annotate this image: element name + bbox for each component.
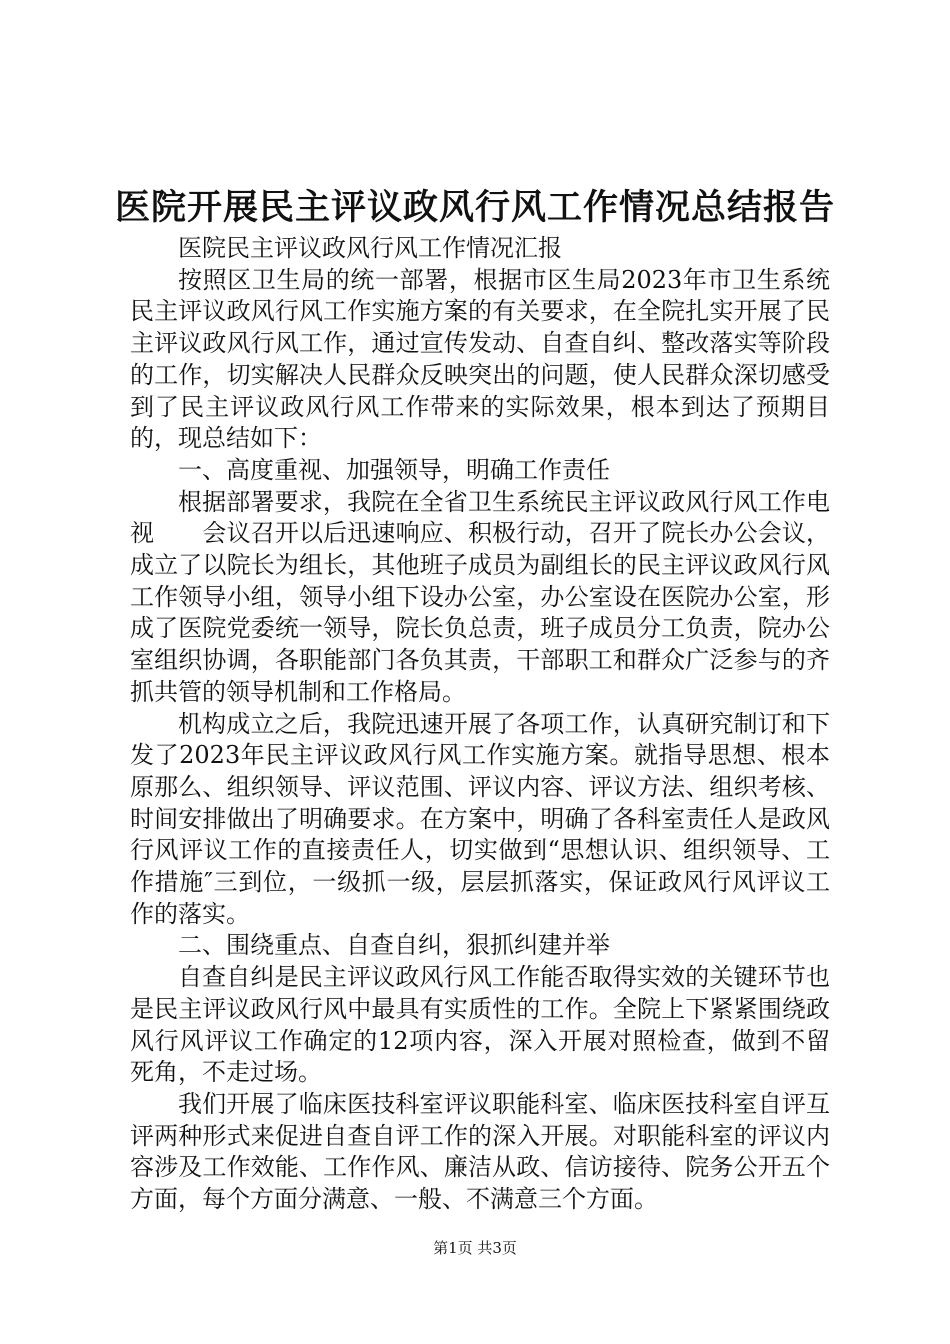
body-paragraph: 机构成立之后，我院迅速开展了各项工作，认真研究制订和下发了2023年民主评议政风行风工作实施方案。就指导思想、根本原那么、组织领导、评议范围、评议内容、评议方法、组织考核、时间安排做出了明确要求。在方案中，明确了各科室责任人是政风行风评议工作的直接责任人，切实做到“思想认识、组织领导、工作措施″三到位，一级抓一级，层层抓落实，保证政风行风评议工作的落实。 — [130, 709, 830, 928]
body-paragraph: 按照区卫生局的统一部署，根据市区生局2023年市卫生系统民主评议政风行风工作实施方案的有关要求，在全院扎实开展了民主评议政风行风工作，通过宣传发动、自查自纠、整改落实等阶段的工作，切实解决人民群众反映突出的问题，使人民群众深切感受到了民主评议政风行风工作带来的实际效果，根本到达了预期目的，现总结如下： — [130, 265, 830, 453]
document-body — [130, 233, 830, 1216]
body-paragraph: 根据部署要求，我院在全省卫生系统民主评议政风行风工作电视 会议召开以后迅速响应、积极行动，召开了院长办公会议，成立了以院长为组长，其他班子成员为副组长的民主评议政风行风工作领导小组，领导小组下设办公室，办公室设在医院办公室，形成了医院党委统一领导，院长负总责，班子成员分工负责，院办公室组织协调，各职能部门各负其责，干部职工和群众广泛参与的齐抓共管的领导机制和工作格局。 — [130, 487, 830, 706]
page-number-footer: 第1页 共3页 — [433, 1239, 517, 1257]
body-paragraph: 医院民主评议政风行风工作情况汇报 — [178, 234, 562, 262]
document-title: 医院开展民主评议政风行风工作情况总结报告 — [114, 187, 835, 228]
section-heading: 二、围绕重点、自查自纠，狠抓纠建并举 — [178, 931, 610, 960]
body-paragraph: 自查自纠是民主评议政风行风工作能否取得实效的关键环节也是民主评议政风行风中最具有实质性的工作。全院上下紧紧围绕政风行风评议工作确定的12项内容，深入开展对照检查，做到不留死角，不走过场。 — [130, 963, 830, 1087]
section-heading: 一、高度重视、加强领导，明确工作责任 — [178, 455, 610, 484]
body-paragraph: 我们开展了临床医技科室评议职能科室、临床医技科室自评互评两种形式来促进自查自评工作的深入开展。对职能科室的评议内容涉及工作效能、工作作风、廉洁从政、信访接待、院务公开五个方面，每个方面分满意、一般、不满意三个方面。 — [130, 1089, 830, 1214]
